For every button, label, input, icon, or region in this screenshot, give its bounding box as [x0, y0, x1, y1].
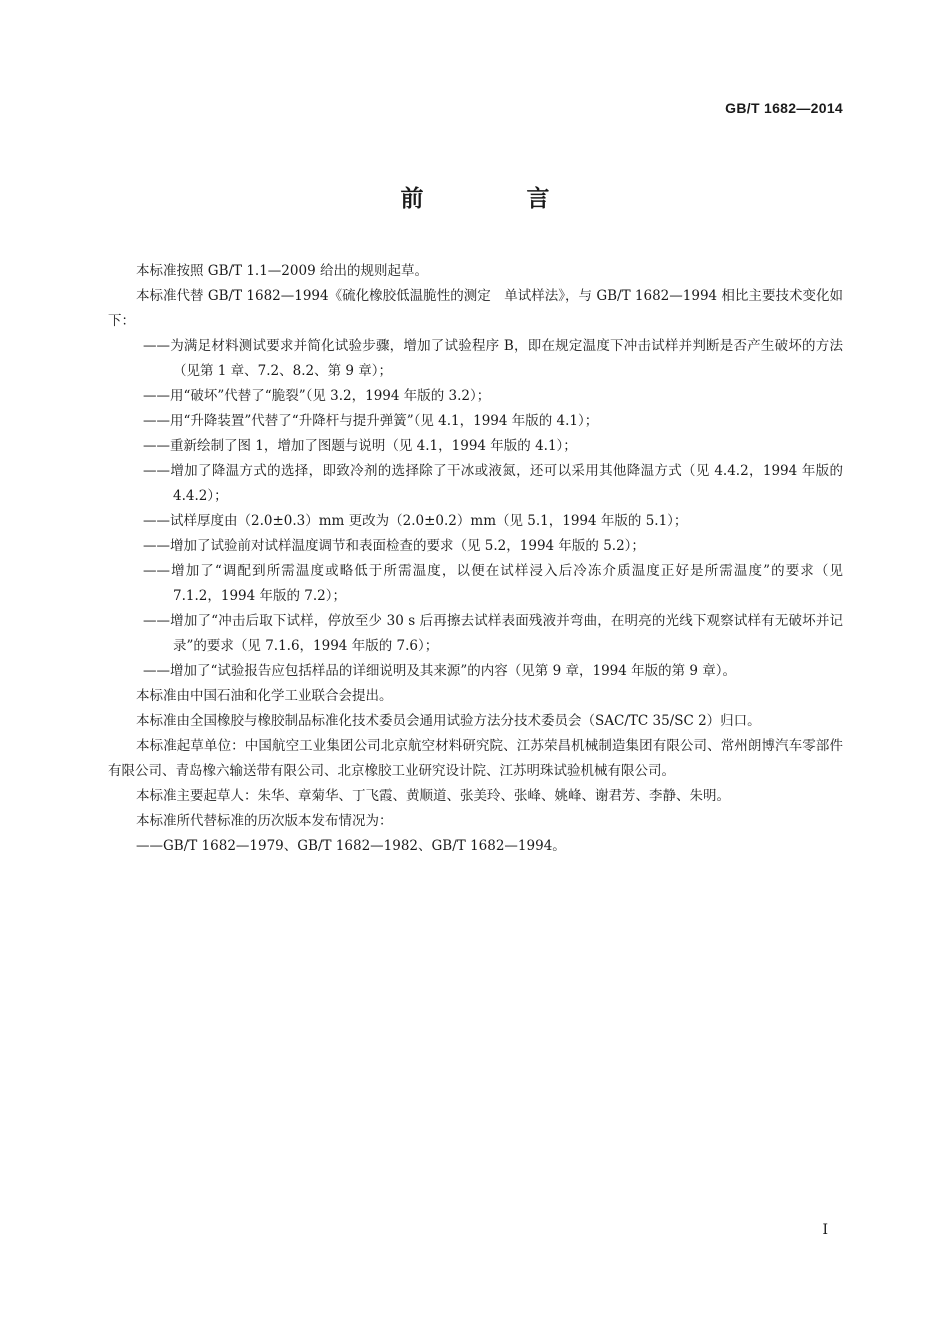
foreword-body [108, 259, 843, 859]
paragraph-drafting-units: 本标准起草单位：中国航空工业集团公司北京航空材料研究院、江苏荣昌机械制造集团有限公司、常州朗博汽车零部件有限公司、青岛橡六输送带有限公司、北京橡胶工业研究设计院、江苏明珠试验机械有限公司。 [108, 738, 843, 779]
standard-number: GB/T 1682—2014 [725, 100, 843, 116]
change-item: ——增加了试验前对试样温度调节和表面检查的要求（见 5.2，1994 年版的 5.2）； [143, 538, 645, 554]
change-item: ——试样厚度由（2.0±0.3）mm 更改为（2.0±0.2）mm（见 5.1，1994 年版的 5.1）； [143, 513, 688, 529]
paragraph-committee: 本标准由全国橡胶与橡胶制品标准化技术委员会通用试验方法分技术委员会（SAC/TC 35/SC 2）归口。 [136, 713, 761, 729]
change-item: ——用“破坏”代替了“脆裂”（见 3.2，1994 年版的 3.2）； [143, 388, 491, 404]
change-item: ——增加了“调配到所需温度或略低于所需温度，以便在试样浸入后冷冻介质温度正好是所需温度”的要求（见 7.1.2，1994 年版的 7.2）； [143, 563, 843, 604]
paragraph-history-intro: 本标准所代替标准的历次版本发布情况为： [136, 813, 393, 829]
page-number: I [822, 1222, 828, 1238]
change-item: ——增加了“试验报告应包括样品的详细说明及其来源”的内容（见第 9 章，1994 年版的第 9 章）。 [143, 663, 737, 679]
paragraph-drafters: 本标准主要起草人：朱华、章菊华、丁飞霞、黄顺道、张美玲、张峰、姚峰、谢君芳、李静、朱明。 [136, 788, 730, 804]
change-item: ——为满足材料测试要求并简化试验步骤，增加了试验程序 B，即在规定温度下冲击试样并判断是否产生破坏的方法（见第 1 章、7.2、8.2、第 9 章）； [143, 338, 843, 379]
page-title: 前 言 [400, 186, 590, 212]
change-item: ——重新绘制了图 1，增加了图题与说明（见 4.1，1994 年版的 4.1）； [143, 438, 577, 454]
paragraph-proposer: 本标准由中国石油和化学工业联合会提出。 [136, 688, 393, 704]
change-item: ——增加了“冲击后取下试样，停放至少 30 s 后再擦去试样表面残液并弯曲，在明亮的光线下观察试样有无破坏并记录”的要求（见 7.1.6，1994 年版的 7.6）； [143, 613, 843, 654]
paragraph-drafting-rules: 本标准按照 GB/T 1.1—2009 给出的规则起草。 [136, 263, 428, 279]
change-item: ——用“升降装置”代替了“升降杆与提升弹簧”（见 4.1，1994 年版的 4.1）； [143, 413, 599, 429]
change-item: ——增加了降温方式的选择，即致冷剂的选择除了干冰或液氮，还可以采用其他降温方式（见 4.4.2，1994 年版的 4.4.2）； [143, 463, 843, 504]
paragraph-replacement: 本标准代替 GB/T 1682—1994《硫化橡胶低温脆性的测定 单试样法》，与 GB/T 1682—1994 相比主要技术变化如下： [108, 288, 843, 329]
paragraph-history-list: ——GB/T 1682—1979、GB/T 1682—1982、GB/T 1682—1994。 [136, 838, 566, 854]
